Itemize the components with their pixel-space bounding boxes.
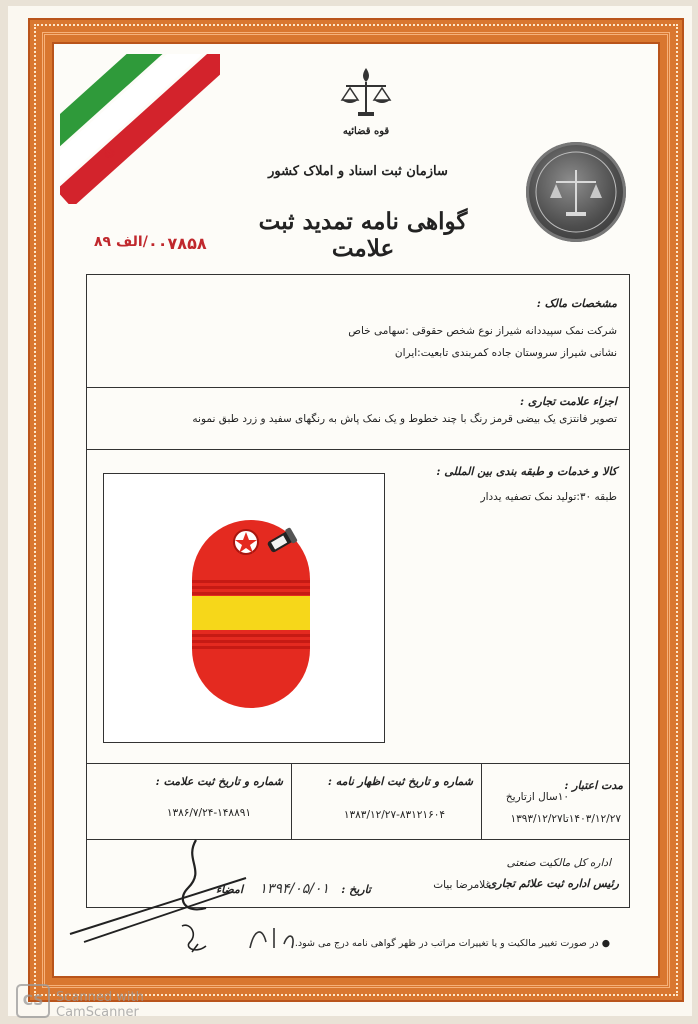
footer-note-text: در صورت تغییر مالکیت و یا تغییرات مراتب در ظهر گواهی نامه درج می شود. [294,938,599,949]
bullet-icon: ● [601,938,610,949]
certificate-title: گواهی نامه تمدید ثبت علامت [258,208,468,262]
official-seal-icon [526,142,626,242]
registration-value: ۱۳۸۶/۷/۲۴-۱۴۸۸۹۱ [166,807,251,819]
owner-label: مشخصات مالک : [536,297,617,310]
iran-flag-ribbon [60,54,220,204]
scales-of-justice-icon [340,64,392,120]
date-label: تاریخ : [341,883,371,896]
validity-value-2: ۱۴۰۳/۱۲/۲۷تا۱۳۹۳/۱۲/۲۷ [510,813,621,825]
column-divider [481,763,482,839]
organization-name: سازمان ثبت اسناد و املاک کشور [268,164,448,179]
signatory-name: غلامرضا بیات [433,879,491,891]
certificate-form [86,274,630,908]
signature-label: امضاء [215,883,243,896]
footer-note [90,938,610,949]
goods-value: طبقه ۳۰:تولید نمک تصفیه یددار [480,491,617,503]
validity-label: مدت اعتبار : [564,779,623,792]
head-title: رئیس اداره ثبت علائم تجاری [487,877,619,890]
flag-emblem-icon: ☫ [100,143,121,165]
trademark-description: تصویر فانتزی یک بیضی قرمز رنگ با چند خطوط و یک نمک پاش به رنگهای سفید و زرد طبق نمونه [192,413,617,425]
declaration-label: شماره و تاریخ ثبت اظهار نامه : [327,775,473,788]
office-name: اداره کل مالکیت صنعتی [506,857,611,869]
declaration-value: ۱۳۸۳/۱۲/۲۷-۸۳۱۲۱۶۰۴ [343,809,445,821]
column-divider [291,763,292,839]
trademark-section [87,387,629,450]
goods-label: کالا و خدمات و طبقه بندی بین المللی : [436,465,617,478]
owner-line-1: شرکت نمک سپیددانه شیراز نوع شخص حقوقی :سهامی خاص [348,325,617,337]
owner-section [87,275,629,388]
certificate-page [8,6,692,1020]
scanner-text: Scanned with CamScanner [56,990,144,1020]
registration-label: شماره و تاریخ ثبت علامت : [155,775,283,788]
serial-series: الف ۸۹/ [94,234,148,250]
scanner-badge: CS [16,984,50,1018]
date-value: ۱۳۹۴/۰۵/۰۱ [259,881,329,897]
numbers-section [87,763,629,840]
validity-value-1: ۱۰سال ازتاریخ [505,791,569,803]
trademark-image-box [103,473,385,743]
trademark-logo-image [184,514,324,714]
trademark-label: اجزاء علامت تجاری : [520,395,617,408]
owner-line-2: نشانی شیراز سروستان جاده کمربندی تابعیت:ایران [394,347,617,359]
authority-name: قوه قضائیه [342,126,390,137]
scanner-watermark [16,978,206,1024]
serial-number: ۰۰۷۸۵۸ [148,234,207,253]
